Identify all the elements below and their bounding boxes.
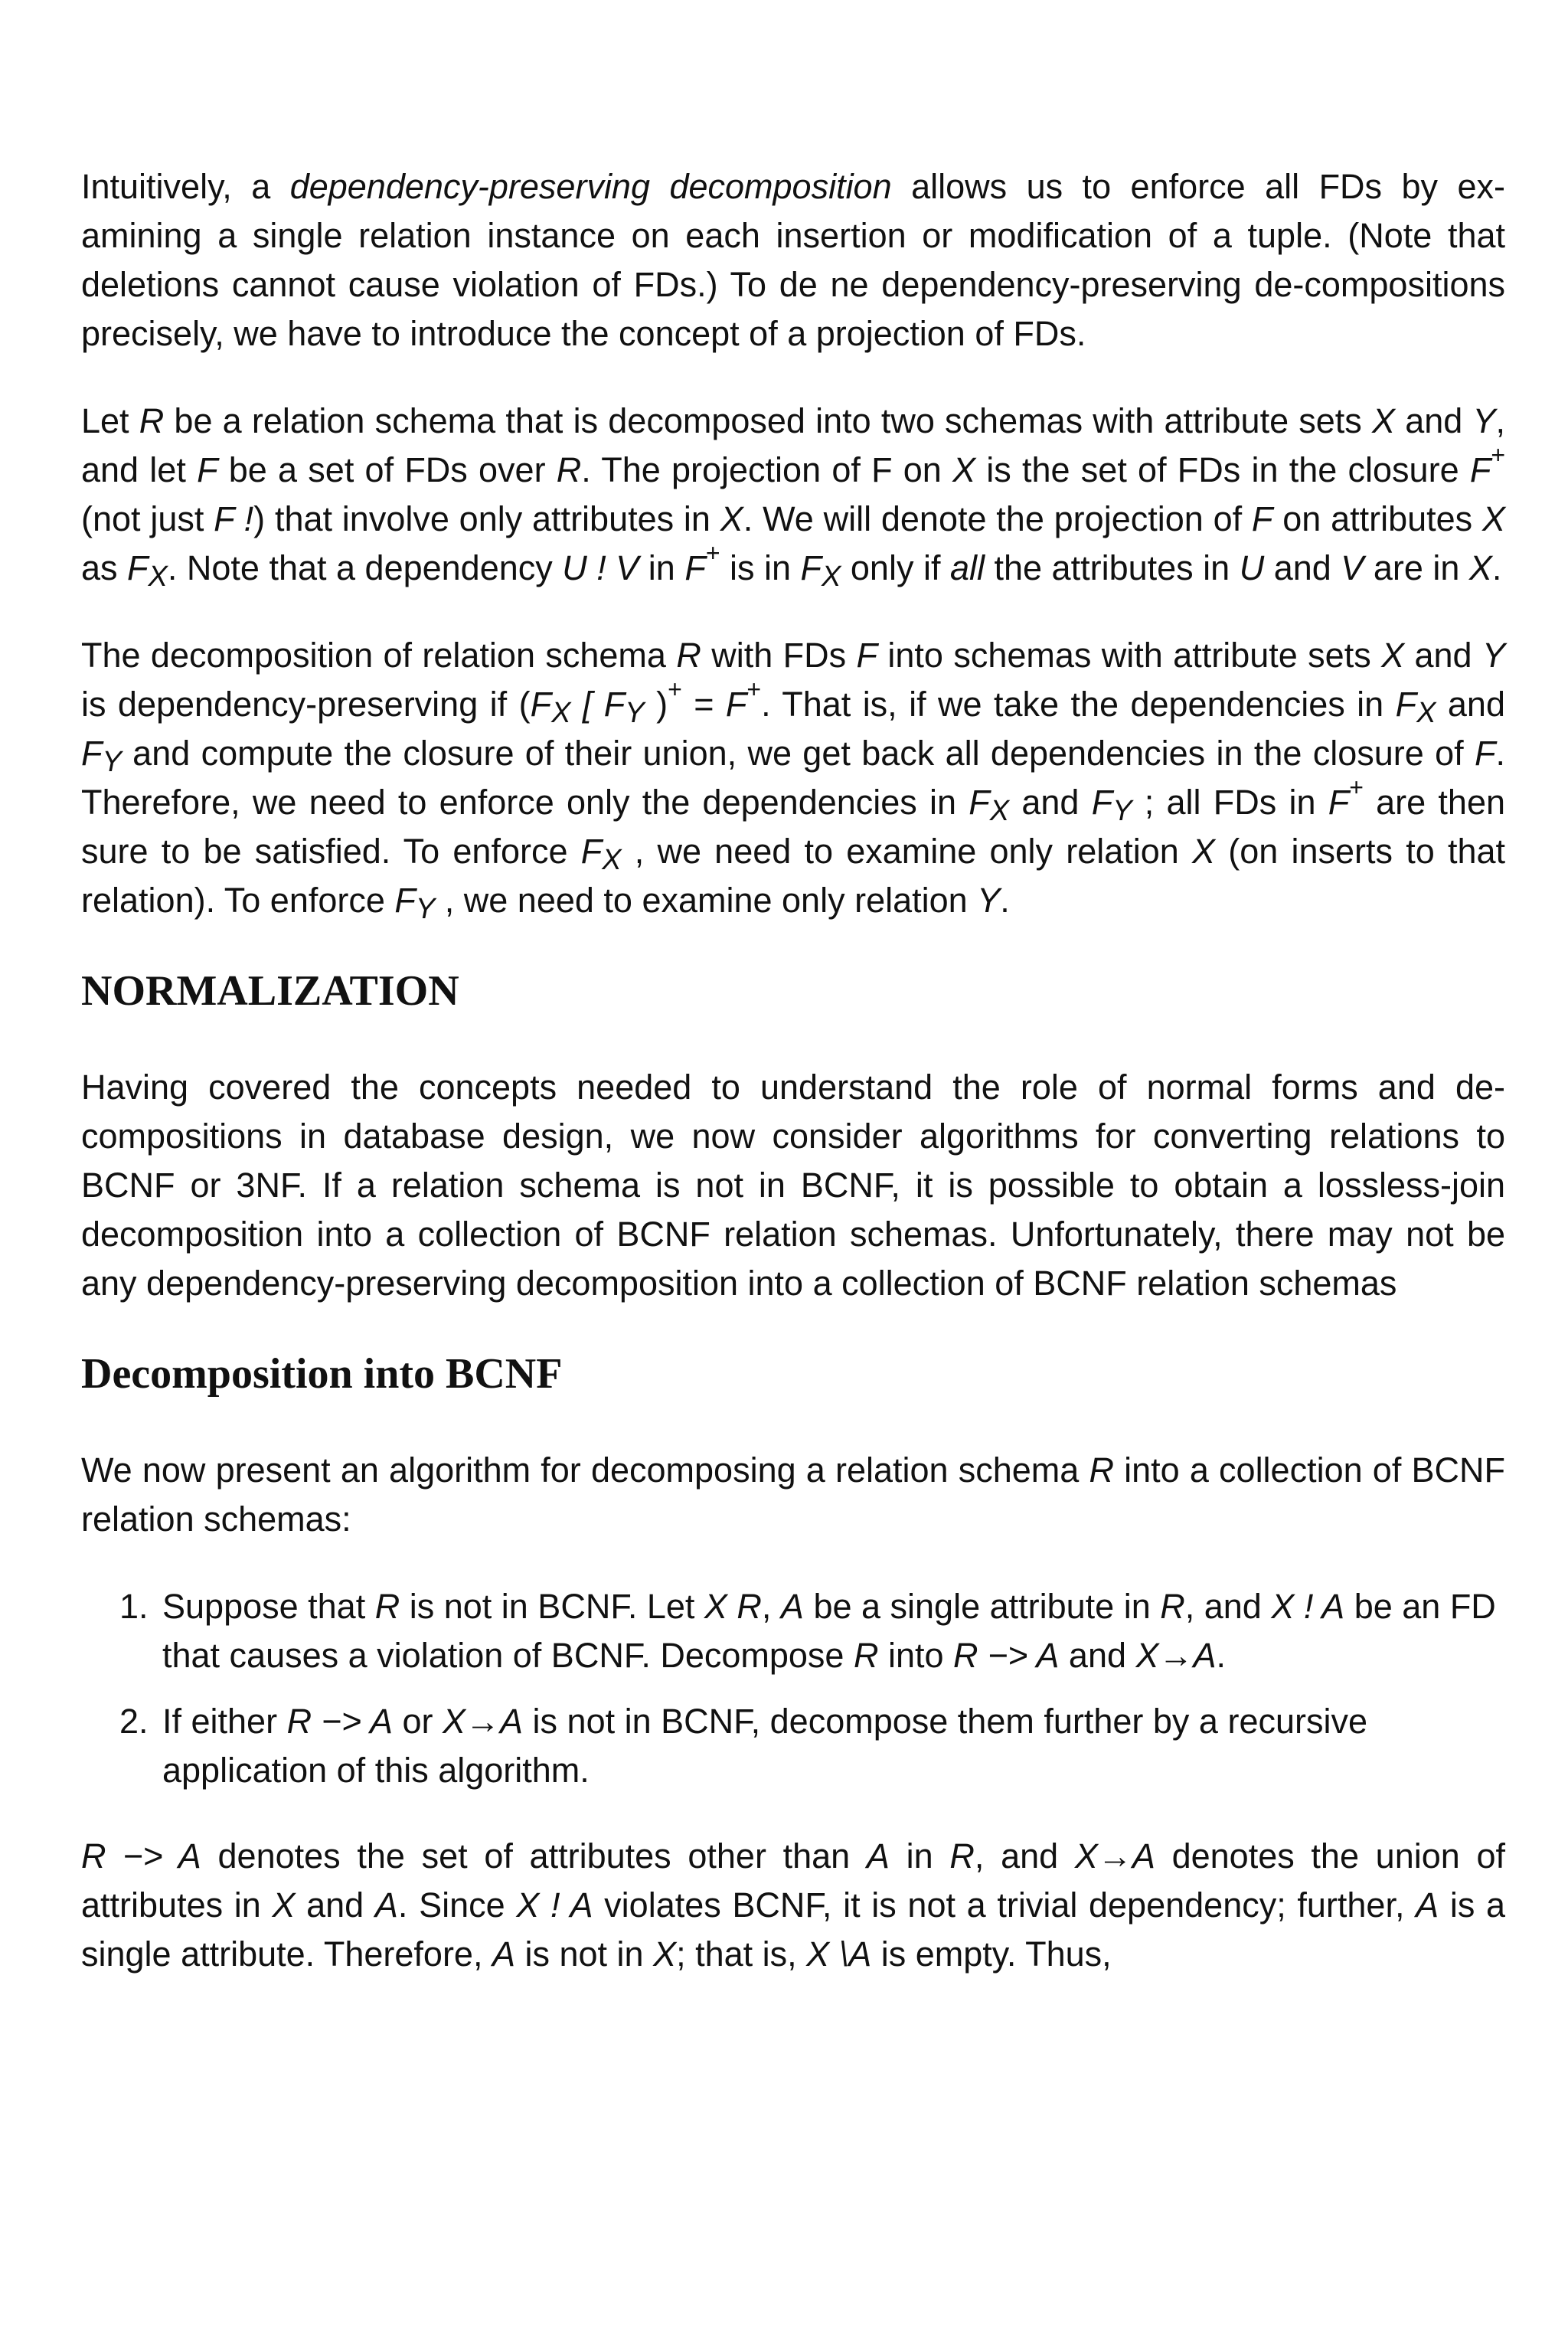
heading-decomposition-into-bcnf: Decomposition into BCNF bbox=[81, 1350, 563, 1398]
list-item-step-1: 1. Suppose that R is not in BCNF. Let X R, A be a single attribute in R, and X ! A be an FD that causes a violation of BCNF. Decompose R into R −> A and X→A. bbox=[158, 1582, 1505, 1680]
paragraph-normalization-intro: Having covered the concepts needed to understand the role of normal forms and de-compositions in database design, we now consider algorithms for converting relations to BCNF or 3NF. If a relation schema is not in BCNF, it is possible to obtain a lossless-join decomposition into a collection of BCNF relation schemas. Unfortunately, there may not be any dependency-preserving decomposition into a collection of BCNF relation schemas bbox=[81, 1068, 1505, 1303]
paragraph-algorithm-explanation: R −> A denotes the set of attributes other than A in R, and X→A denotes the union of attributes in X and A. Since X ! A violates BCNF, it is not a trivial dependency; further, A is a single attribute. Therefore, A is not in X; that is, X \A is empty. Thus, bbox=[81, 1836, 1506, 1974]
paragraph-dependency-preserving-intro: Intuitively, a dependency-preserving decomposition allows us to enforce all FDs by ex-amining a single relation instance on each insertion or modification of a tuple. (Note that deletions cannot cause violation of FDs.) To de ne dependency-preserving de-compositions precisely, we have to introduce the concept of a projection of FDs. bbox=[81, 167, 1506, 353]
paragraph-algorithm-intro: We now present an algorithm for decomposing a relation schema R into a collection of BCNF relation schemas: bbox=[81, 1450, 1505, 1539]
algorithm-steps-list bbox=[81, 1582, 1505, 1795]
paragraph-decomposition-definition: The decomposition of relation schema R with FDs F into schemas with attribute sets X and Y is dependency-preserving if ($F_X$ [ $F_Y$ )+ = F+. That is, if we take the dependencies in $F_X$ and $F_Y$ and compute the closure of their union, we get back all dependencies in the closure of F. Therefore, we need to enforce only the dependencies in $F_X$ and $F_Y$ ; all FDs in F+ are then sure to be satisfied. To enforce $F_X$ , we need to examine only relation X (on inserts to that relation). To enforce $F_Y$ , we need to examine only relation Y. bbox=[81, 636, 1506, 925]
document-page bbox=[81, 162, 1505, 2017]
heading-normalization: NORMALIZATION bbox=[81, 967, 459, 1015]
list-item-step-2: 2. If either R −> A or X→A is not in BCNF, decompose them further by a recursive application of this algorithm. bbox=[158, 1697, 1505, 1795]
paragraph-projection-of-fds: Let R be a relation schema that is decomposed into two schemas with attribute sets X and Y, and let F be a set of FDs over R. The projection of F on X is the set of FDs in the closure F+ (not just F !) that involve only attributes in X. We will denote the projection of F on attributes X as $F_X$. Note that a dependency U ! V in F+ is in $F_X$ only if all the attributes in U and V are in X. bbox=[81, 401, 1506, 593]
